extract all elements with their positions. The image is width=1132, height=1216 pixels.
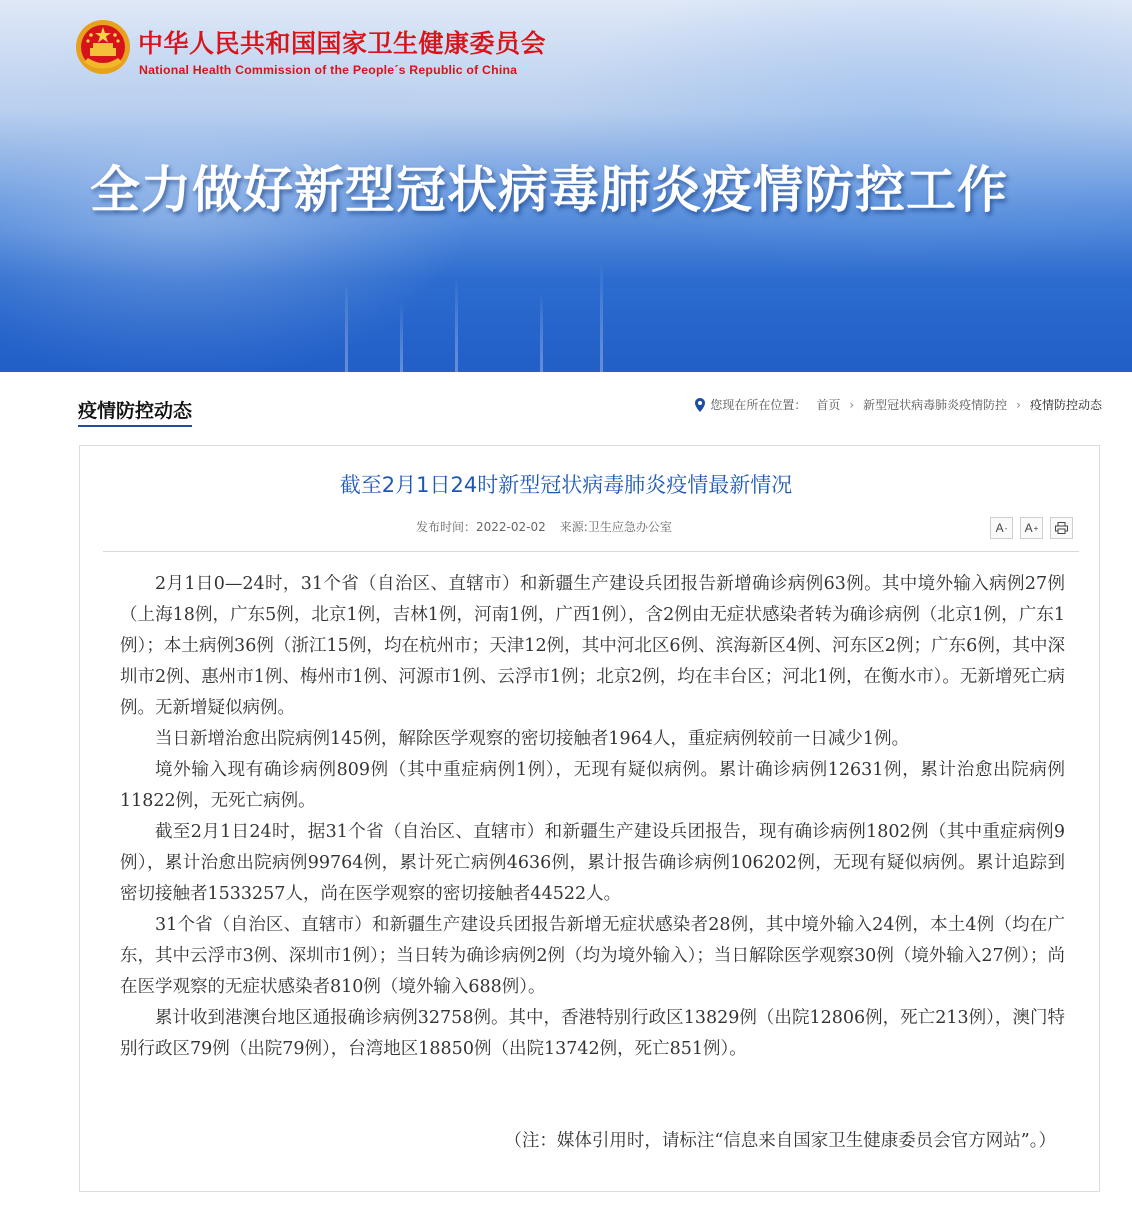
breadcrumb-current-link[interactable]: 疫情防控动态	[1029, 398, 1102, 412]
article-paragraph: 截至2月1日24时，据31个省（自治区、直辖市）和新疆生产建设兵团报告，现有确诊病例1802例（其中重症病例9例），累计治愈出院病例99764例，累计死亡病例4636例，累计报告确诊病例106202例，无现有疑似病例。累计追踪到密切接触者1533257人，尚在医学观察的密切接触者44522人。	[120, 822, 1065, 904]
national-emblem-icon[interactable]	[74, 18, 132, 76]
chevron-right-icon: ›	[1016, 397, 1021, 412]
article-title: 截至2月1日24时新型冠状病毒肺炎疫情最新情况	[339, 473, 793, 497]
plus-icon: +	[1033, 523, 1039, 533]
article-meta	[416, 518, 672, 535]
site-title-english[interactable]: National Health Commission of the People´s Republic of China	[139, 63, 518, 77]
article-divider	[103, 551, 1079, 552]
publish-label: 发布时间：	[416, 520, 477, 534]
breadcrumb-prefix: 您现在所在位置：	[710, 398, 807, 412]
site-title[interactable]: 中华人民共和国国家卫生健康委员会	[138, 29, 547, 58]
font-decrease-button[interactable]	[990, 517, 1013, 539]
print-icon	[1055, 522, 1068, 534]
chevron-right-icon: ›	[849, 397, 855, 412]
article-paragraph: 当日新增治愈出院病例145例，解除医学观察的密切接触者1964人，重症病例较前一日减少1例。	[155, 729, 910, 749]
article-body	[120, 569, 1065, 1065]
article-paragraph: 31个省（自治区、直辖市）和新疆生产建设兵团报告新增无症状感染者28例，其中境外输入24例，本土4例（均在广东，其中云浮市3例、深圳市1例）；当日转为确诊病例2例（均为境外输入）；当日解除医学观察30例（境外输入27例）；尚在医学观察的无症状感染者810例（境外输入688例）。	[120, 915, 1065, 997]
article-paragraph: 境外输入现有确诊病例809例（其中重症病例1例），无现有疑似病例。累计确诊病例12631例，累计治愈出院病例11822例，无死亡病例。	[120, 760, 1065, 811]
section-header	[78, 396, 1102, 426]
source-value: 卫生应急办公室	[587, 520, 672, 534]
citation-note: （注：媒体引用时，请标注“信息来自国家卫生健康委员会官方网站”。）	[504, 1131, 1056, 1151]
font-increase-button[interactable]	[1020, 517, 1043, 539]
print-button[interactable]	[1050, 517, 1073, 539]
font-increase-icon: A	[1024, 521, 1033, 535]
article-paragraph: 累计收到港澳台地区通报确诊病例32758例。其中，香港特别行政区13829例（出院12806例，死亡213例），澳门特别行政区79例（出院79例），台湾地区18850例（出院13742例，死亡851例）。	[120, 1008, 1065, 1059]
article-tools	[990, 517, 1073, 539]
banner-haze	[0, 230, 1132, 372]
banner-slogan: 全力做好新型冠状病毒肺炎疫情防控工作	[90, 161, 1008, 219]
header-banner	[0, 0, 1132, 372]
breadcrumb-home-link[interactable]: 首页	[816, 398, 841, 412]
font-decrease-icon: A	[995, 521, 1004, 535]
source-label: 来源:	[559, 520, 588, 534]
breadcrumb-covid-link[interactable]: 新型冠状病毒肺炎疫情防控	[863, 398, 1008, 412]
publish-date: 2022-02-02	[476, 520, 546, 534]
minus-icon: -	[1004, 523, 1008, 533]
breadcrumb	[695, 396, 1102, 413]
section-title: 疫情防控动态	[78, 396, 192, 427]
article-paragraph: 2月1日0—24时，31个省（自治区、直辖市）和新疆生产建设兵团报告新增确诊病例63例。其中境外输入病例27例（上海18例，广东5例，北京1例，吉林1例，河南1例，广西1例），含2例由无症状感染者转为确诊病例（北京1例，广东1例）；本土病例36例（浙江15例，均在杭州市；天津12例，其中河北区6例、滨海新区4例、河东区2例；广东6例，其中深圳市2例、惠州市1例、梅州市1例、河源市1例、云浮市1例；北京2例，均在丰台区；河北1例，在衡水市）。无新增死亡病例。无新增疑似病例。	[120, 574, 1065, 718]
location-pin-icon	[695, 398, 705, 412]
